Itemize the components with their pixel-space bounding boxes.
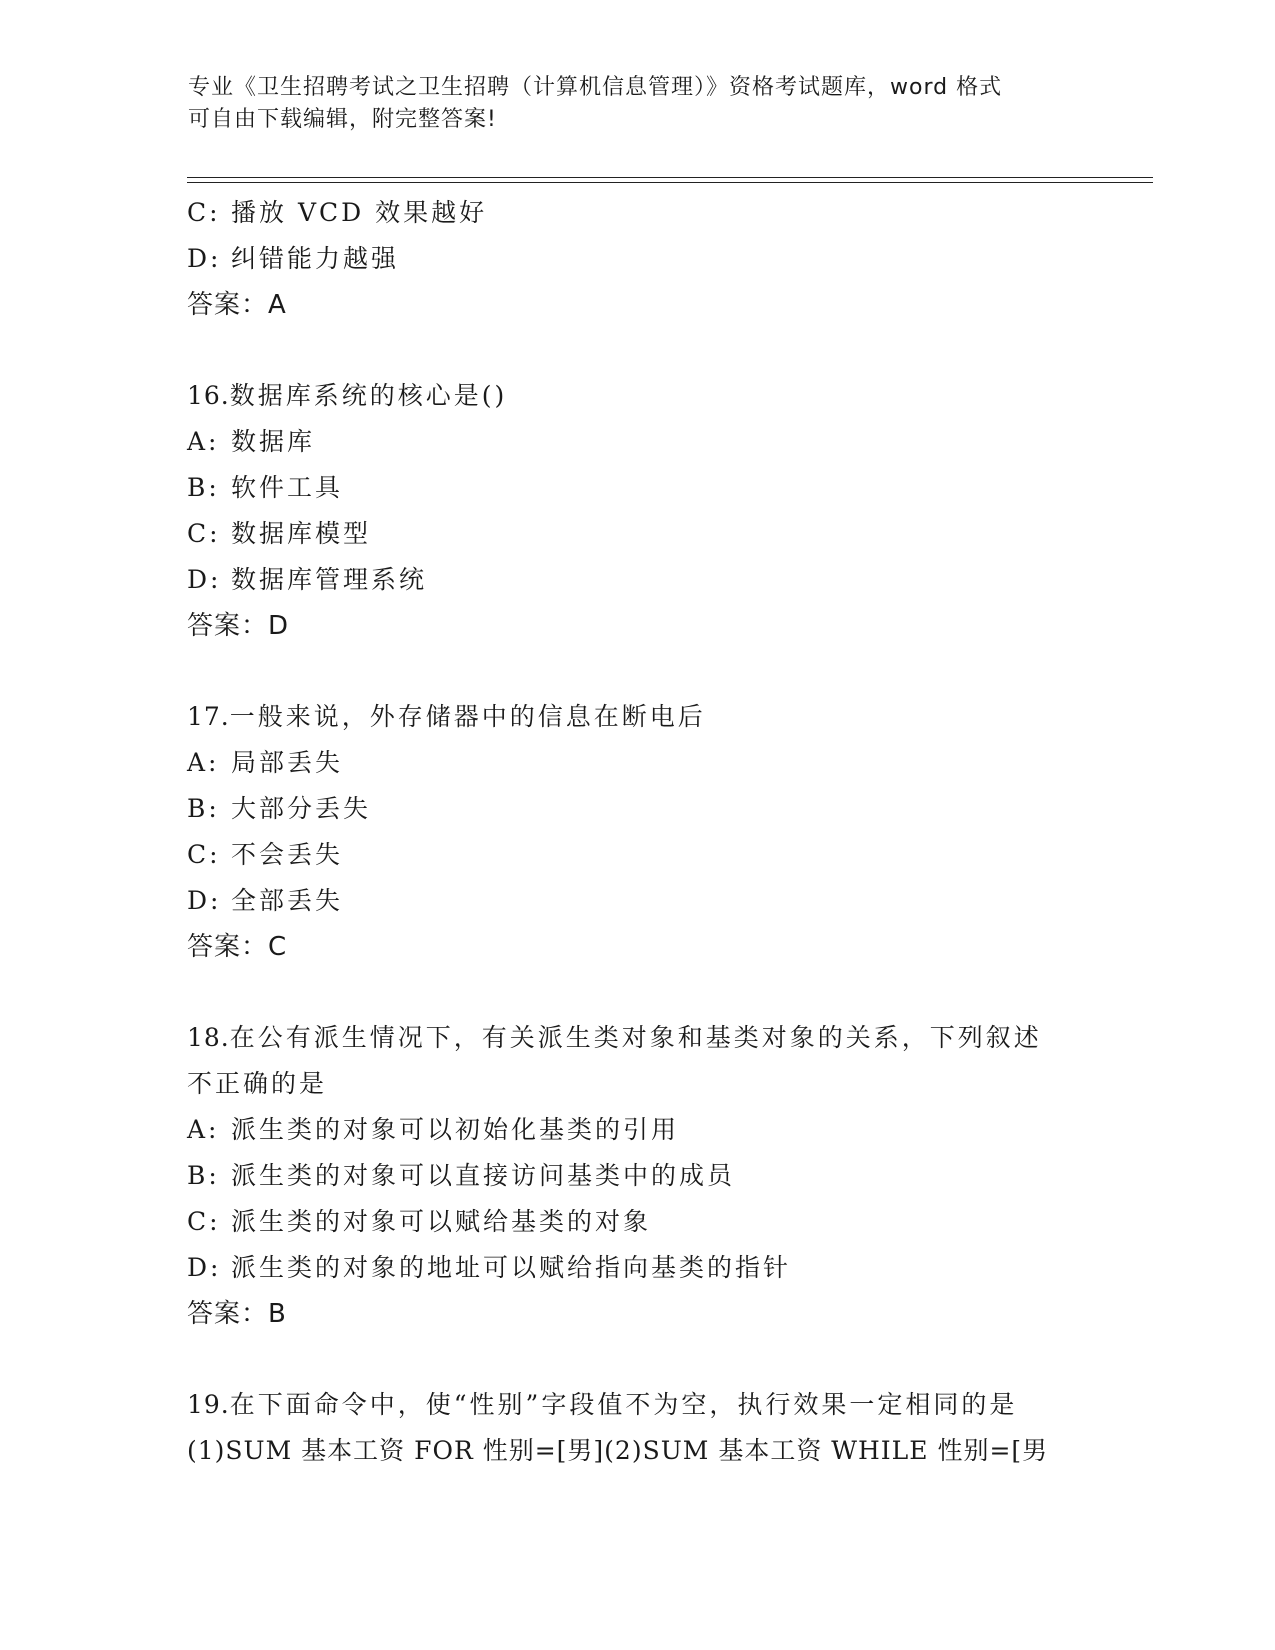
option-text: 数据库: [231, 427, 316, 456]
stem-line: 一般来说，外存储器中的信息在断电后: [229, 702, 706, 731]
option-label: C:: [187, 1207, 221, 1236]
answer-line: 答案：A: [187, 290, 287, 320]
option-text: 数据库管理系统: [231, 565, 428, 594]
option-c: [187, 832, 1087, 878]
question-stem: [187, 373, 1057, 419]
option-label: B:: [187, 473, 220, 502]
stem-line: 在公有派生情况下，有关派生类对象和基类对象的关系，下列叙述: [229, 1023, 1042, 1052]
question-number: 19.: [187, 1390, 230, 1419]
option-text: 不会丢失: [231, 840, 344, 869]
option-label: C:: [187, 840, 221, 869]
option-text: 派生类的对象可以初始化基类的引用: [231, 1115, 680, 1144]
option-label: A:: [187, 427, 220, 456]
answer-line: 答案：D: [187, 611, 290, 641]
stem-line: 不正确的是: [187, 1069, 328, 1098]
option-d: [187, 557, 1087, 603]
option-label: B:: [187, 1161, 220, 1190]
option-text: 软件工具: [231, 473, 344, 502]
option-a: [187, 740, 1087, 786]
question-stem: [187, 1015, 1057, 1107]
option-label: C:: [187, 519, 221, 548]
option-label: C:: [187, 198, 221, 227]
option-text: 数据库模型: [231, 519, 372, 548]
option-text: 派生类的对象可以赋给基类的对象: [231, 1207, 652, 1236]
answer-line: 答案：B: [187, 1299, 287, 1329]
option-label: D:: [187, 886, 222, 915]
document-body: [187, 190, 1087, 1474]
question-16: [187, 373, 1087, 649]
question-17: [187, 694, 1087, 970]
option-b: [187, 1153, 1087, 1199]
option-d: [187, 236, 1087, 282]
option-d: [187, 1245, 1087, 1291]
option-text: 播放 VCD 效果越好: [231, 198, 488, 227]
stem-line: 在下面命令中，使“性别”字段值不为空，执行效果一定相同的是: [229, 1390, 1018, 1419]
question-19: [187, 1382, 1087, 1474]
question-15-continuation: [187, 190, 1087, 328]
option-text: 全部丢失: [231, 886, 344, 915]
option-text: 派生类的对象的地址可以赋给指向基类的指针: [231, 1253, 792, 1282]
question-number: 17.: [187, 702, 230, 731]
header-line-1: 专业《卫生招聘考试之卫生招聘（计算机信息管理）》资格考试题库，word 格式: [188, 75, 1003, 100]
option-label: B:: [187, 794, 220, 823]
document-header: [188, 72, 1068, 136]
option-d: [187, 878, 1087, 924]
question-18: [187, 1015, 1087, 1337]
option-a: [187, 419, 1087, 465]
option-label: D:: [187, 244, 222, 273]
option-label: A:: [187, 748, 220, 777]
option-label: D:: [187, 1253, 222, 1282]
option-label: D:: [187, 565, 222, 594]
header-double-rule: [187, 177, 1153, 183]
option-text: 派生类的对象可以直接访问基类中的成员: [231, 1161, 736, 1190]
option-text: 大部分丢失: [231, 794, 372, 823]
stem-line: 数据库系统的核心是(): [229, 381, 508, 410]
option-text: 局部丢失: [231, 748, 344, 777]
option-text: 纠错能力越强: [231, 244, 400, 273]
option-b: [187, 465, 1087, 511]
option-c: [187, 1199, 1087, 1245]
option-a: [187, 1107, 1087, 1153]
option-c: [187, 190, 1087, 236]
stem-line: (1)SUM 基本工资 FOR 性别=[男](2)SUM 基本工资 WHILE 性别=[男: [187, 1436, 1049, 1465]
option-label: A:: [187, 1115, 220, 1144]
question-number: 18.: [187, 1023, 230, 1052]
header-line-2: 可自由下载编辑，附完整答案!: [188, 107, 497, 132]
option-c: [187, 511, 1087, 557]
question-stem: [187, 1382, 1057, 1474]
question-stem: [187, 694, 1057, 740]
answer-line: 答案：C: [187, 932, 288, 962]
option-b: [187, 786, 1087, 832]
question-number: 16.: [187, 381, 230, 410]
